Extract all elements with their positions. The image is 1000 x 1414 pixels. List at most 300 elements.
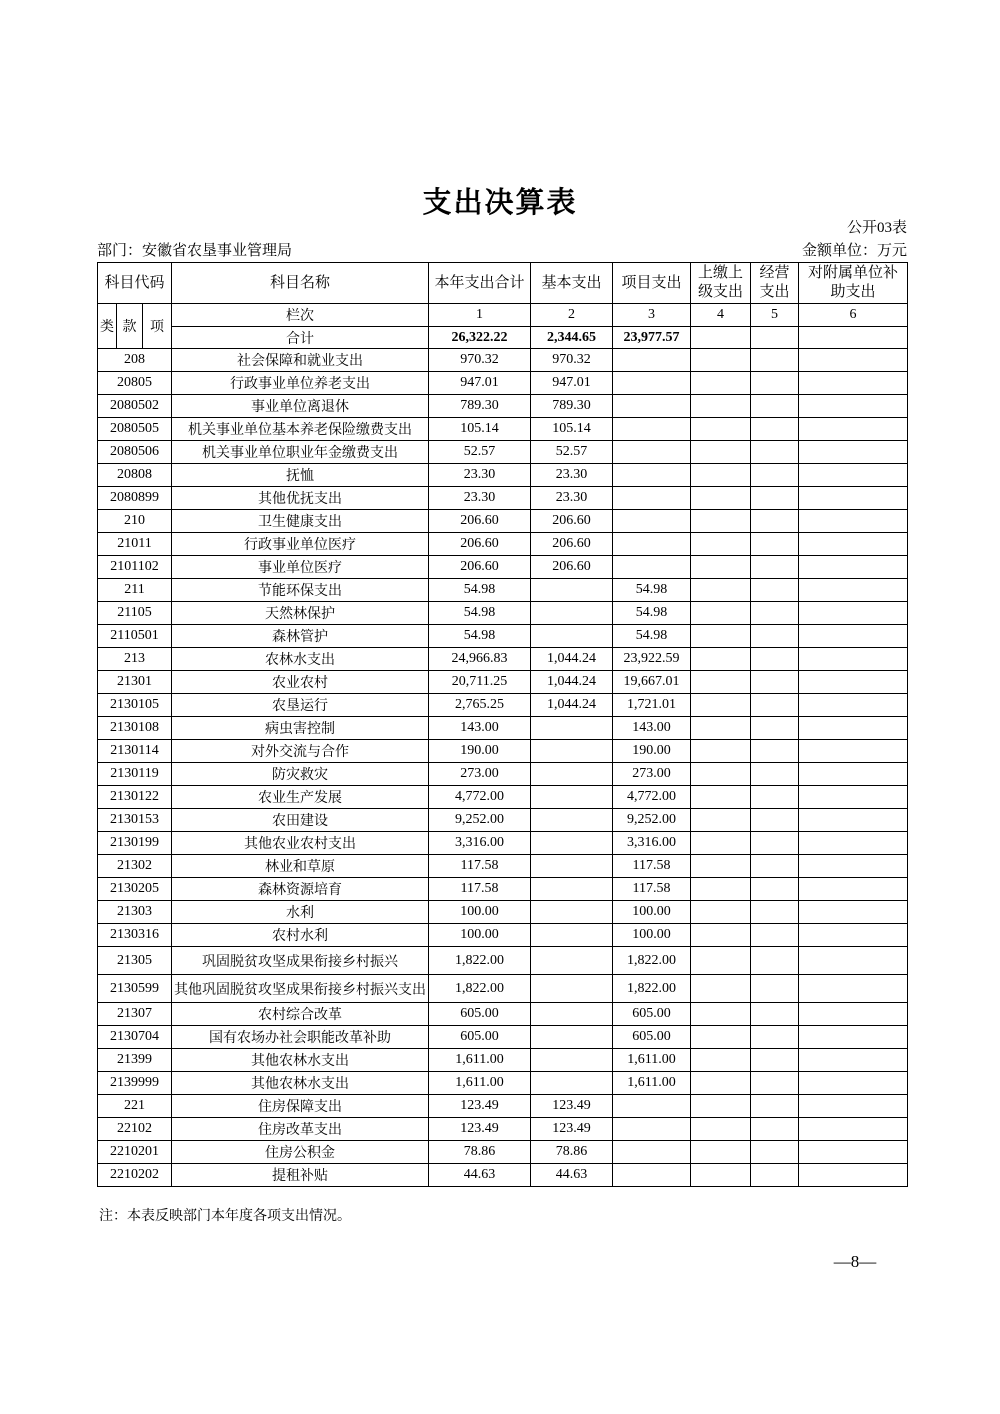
value-cell <box>751 855 799 878</box>
value-cell <box>613 349 691 372</box>
subject-code-cell: 2080505 <box>98 418 172 441</box>
value-cell: 123.49 <box>531 1118 613 1141</box>
table-row <box>98 763 908 786</box>
value-cell <box>691 740 751 763</box>
value-cell <box>751 441 799 464</box>
value-cell: 2,765.25 <box>429 694 531 717</box>
value-cell <box>691 763 751 786</box>
table-row <box>98 648 908 671</box>
subject-code-cell: 221 <box>98 1095 172 1118</box>
value-cell: 54.98 <box>613 602 691 625</box>
value-cell: 605.00 <box>429 1026 531 1049</box>
table-row <box>98 1141 908 1164</box>
header-col-total: 本年支出合计 <box>429 263 531 304</box>
subject-name-cell: 住房保障支出 <box>172 1095 429 1118</box>
subject-code-cell: 2130704 <box>98 1026 172 1049</box>
subject-code-cell: 2130599 <box>98 975 172 1003</box>
value-cell <box>799 533 908 556</box>
subject-code-cell: 2130153 <box>98 809 172 832</box>
column-index-5: 5 <box>751 304 799 327</box>
value-cell: 605.00 <box>613 1003 691 1026</box>
value-cell: 143.00 <box>613 717 691 740</box>
subject-code-cell: 21305 <box>98 947 172 975</box>
value-cell <box>751 947 799 975</box>
value-cell <box>531 947 613 975</box>
subject-code-cell: 2210201 <box>98 1141 172 1164</box>
subject-code-cell: 2110501 <box>98 625 172 648</box>
header-subject-name: 科目名称 <box>172 263 429 304</box>
value-cell <box>531 740 613 763</box>
value-cell <box>751 786 799 809</box>
value-cell <box>531 1072 613 1095</box>
value-cell <box>799 625 908 648</box>
value-cell <box>751 717 799 740</box>
table-row <box>98 1049 908 1072</box>
value-cell <box>799 556 908 579</box>
table-row <box>98 975 908 1003</box>
value-cell <box>751 1118 799 1141</box>
subject-code-cell: 22102 <box>98 1118 172 1141</box>
value-cell <box>613 510 691 533</box>
value-cell <box>751 418 799 441</box>
value-cell <box>613 1164 691 1187</box>
subject-name-cell: 森林资源培育 <box>172 878 429 901</box>
header-class: 类 <box>98 304 117 349</box>
table-row <box>98 1164 908 1187</box>
value-cell: 789.30 <box>531 395 613 418</box>
value-cell: 190.00 <box>613 740 691 763</box>
value-cell: 1,044.24 <box>531 671 613 694</box>
value-cell <box>751 975 799 1003</box>
table-row <box>98 625 908 648</box>
column-index-4: 4 <box>691 304 751 327</box>
value-cell <box>691 1003 751 1026</box>
value-cell <box>751 579 799 602</box>
table-row <box>98 510 908 533</box>
value-cell <box>799 1141 908 1164</box>
subject-name-cell: 水利 <box>172 901 429 924</box>
table-row <box>98 1118 908 1141</box>
value-cell <box>799 740 908 763</box>
value-cell <box>531 809 613 832</box>
value-cell <box>751 1141 799 1164</box>
value-cell <box>691 1072 751 1095</box>
value-cell: 54.98 <box>613 579 691 602</box>
value-cell <box>691 441 751 464</box>
value-cell: 605.00 <box>429 1003 531 1026</box>
value-cell: 117.58 <box>429 878 531 901</box>
subject-code-cell: 2080899 <box>98 487 172 510</box>
subject-name-cell: 节能环保支出 <box>172 579 429 602</box>
table-row <box>98 602 908 625</box>
value-cell <box>613 418 691 441</box>
table-row <box>98 418 908 441</box>
meta-line <box>97 239 907 260</box>
value-cell: 23,922.59 <box>613 648 691 671</box>
footnote: 注：本表反映部门本年度各项支出情况。 <box>99 1209 351 1224</box>
value-cell <box>691 648 751 671</box>
subject-name-cell: 国有农场办社会职能改革补助 <box>172 1026 429 1049</box>
value-cell <box>531 1003 613 1026</box>
subject-code-cell: 2130119 <box>98 763 172 786</box>
subject-code-cell: 2130105 <box>98 694 172 717</box>
table-row <box>98 579 908 602</box>
value-cell <box>751 740 799 763</box>
subject-name-cell: 防灾救灾 <box>172 763 429 786</box>
value-cell <box>691 671 751 694</box>
value-cell: 273.00 <box>429 763 531 786</box>
value-cell: 100.00 <box>613 924 691 947</box>
subject-name-cell: 农村综合改革 <box>172 1003 429 1026</box>
value-cell: 54.98 <box>429 602 531 625</box>
value-cell: 1,611.00 <box>429 1072 531 1095</box>
table-row <box>98 533 908 556</box>
value-cell: 23.30 <box>531 487 613 510</box>
subject-code-cell: 2080506 <box>98 441 172 464</box>
value-cell <box>691 395 751 418</box>
subject-code-cell: 20805 <box>98 372 172 395</box>
value-cell <box>751 924 799 947</box>
value-cell <box>531 924 613 947</box>
subject-name-cell: 其他优抚支出 <box>172 487 429 510</box>
subject-code-cell: 2130114 <box>98 740 172 763</box>
value-cell <box>691 487 751 510</box>
value-cell <box>799 901 908 924</box>
value-cell <box>691 855 751 878</box>
value-cell <box>613 533 691 556</box>
value-cell <box>613 1118 691 1141</box>
subject-name-cell: 行政事业单位养老支出 <box>172 372 429 395</box>
subject-code-cell: 213 <box>98 648 172 671</box>
value-cell: 105.14 <box>429 418 531 441</box>
subject-name-cell: 天然林保护 <box>172 602 429 625</box>
value-cell <box>691 878 751 901</box>
value-cell: 100.00 <box>429 924 531 947</box>
value-cell <box>691 579 751 602</box>
value-cell <box>531 717 613 740</box>
value-cell: 105.14 <box>531 418 613 441</box>
value-cell <box>751 625 799 648</box>
value-cell: 23.30 <box>429 464 531 487</box>
value-cell <box>613 1141 691 1164</box>
table-row <box>98 464 908 487</box>
value-cell: 1,611.00 <box>613 1049 691 1072</box>
value-cell <box>799 694 908 717</box>
subject-name-cell: 社会保障和就业支出 <box>172 349 429 372</box>
total-value-cell: 26,322.22 <box>429 327 531 349</box>
value-cell <box>751 1164 799 1187</box>
value-cell <box>799 855 908 878</box>
table-row <box>98 1095 908 1118</box>
subject-code-cell: 2130205 <box>98 878 172 901</box>
value-cell <box>799 1049 908 1072</box>
value-cell <box>799 1003 908 1026</box>
subject-name-cell: 其他巩固脱贫攻坚成果衔接乡村振兴支出 <box>172 975 429 1003</box>
table-row <box>98 1003 908 1026</box>
subject-name-cell: 抚恤 <box>172 464 429 487</box>
value-cell: 24,966.83 <box>429 648 531 671</box>
value-cell: 54.98 <box>613 625 691 648</box>
table-row <box>98 901 908 924</box>
table-row <box>98 740 908 763</box>
table-body <box>98 349 908 1187</box>
value-cell <box>751 349 799 372</box>
value-cell: 117.58 <box>613 878 691 901</box>
value-cell <box>751 1049 799 1072</box>
value-cell <box>799 1164 908 1187</box>
subject-code-cell: 21301 <box>98 671 172 694</box>
value-cell <box>799 947 908 975</box>
value-cell: 970.32 <box>429 349 531 372</box>
value-cell: 206.60 <box>429 510 531 533</box>
value-cell <box>799 878 908 901</box>
subject-code-cell: 211 <box>98 579 172 602</box>
value-cell <box>799 602 908 625</box>
value-cell: 23.30 <box>429 487 531 510</box>
subject-name-cell: 农村水利 <box>172 924 429 947</box>
value-cell <box>691 1141 751 1164</box>
value-cell: 190.00 <box>429 740 531 763</box>
value-cell <box>799 763 908 786</box>
column-index-2: 2 <box>531 304 613 327</box>
value-cell <box>799 510 908 533</box>
value-cell <box>691 349 751 372</box>
value-cell: 1,044.24 <box>531 648 613 671</box>
value-cell: 54.98 <box>429 625 531 648</box>
value-cell <box>799 717 908 740</box>
value-cell <box>799 1118 908 1141</box>
value-cell <box>799 349 908 372</box>
value-cell: 1,822.00 <box>429 975 531 1003</box>
value-cell <box>799 975 908 1003</box>
value-cell <box>613 1095 691 1118</box>
value-cell <box>751 1072 799 1095</box>
subject-name-cell: 机关事业单位职业年金缴费支出 <box>172 441 429 464</box>
value-cell <box>531 1049 613 1072</box>
table-row <box>98 786 908 809</box>
value-cell <box>799 464 908 487</box>
value-cell <box>691 717 751 740</box>
value-cell <box>751 395 799 418</box>
value-cell <box>691 556 751 579</box>
value-cell <box>751 372 799 395</box>
value-cell: 100.00 <box>429 901 531 924</box>
subject-code-cell: 21105 <box>98 602 172 625</box>
value-cell: 206.60 <box>531 556 613 579</box>
value-cell: 1,611.00 <box>613 1072 691 1095</box>
value-cell <box>751 533 799 556</box>
value-cell <box>691 1095 751 1118</box>
value-cell <box>799 418 908 441</box>
subject-name-cell: 农林水支出 <box>172 648 429 671</box>
subject-name-cell: 巩固脱贫攻坚成果衔接乡村振兴 <box>172 947 429 975</box>
value-cell <box>751 671 799 694</box>
header-section: 款 <box>117 304 143 349</box>
table-row <box>98 372 908 395</box>
value-cell <box>531 602 613 625</box>
value-cell <box>531 786 613 809</box>
value-cell <box>613 556 691 579</box>
page-title: 支出决算表 <box>422 187 578 219</box>
subject-code-cell: 2139999 <box>98 1072 172 1095</box>
value-cell <box>691 533 751 556</box>
value-cell <box>799 809 908 832</box>
table-row <box>98 395 908 418</box>
subject-code-cell: 2101102 <box>98 556 172 579</box>
department-label: 部门：安徽省农垦事业管理局 <box>97 243 293 259</box>
total-label: 合计 <box>172 327 429 349</box>
value-cell <box>799 786 908 809</box>
value-cell: 1,822.00 <box>429 947 531 975</box>
table-row <box>98 349 908 372</box>
value-cell: 78.86 <box>429 1141 531 1164</box>
value-cell: 54.98 <box>429 579 531 602</box>
value-cell: 605.00 <box>613 1026 691 1049</box>
subject-name-cell: 卫生健康支出 <box>172 510 429 533</box>
subject-code-cell: 210 <box>98 510 172 533</box>
value-cell: 9,252.00 <box>613 809 691 832</box>
subject-code-cell: 21302 <box>98 855 172 878</box>
value-cell <box>691 625 751 648</box>
value-cell <box>531 625 613 648</box>
value-cell <box>531 855 613 878</box>
value-cell <box>531 975 613 1003</box>
total-value-cell: 2,344.65 <box>531 327 613 349</box>
value-cell <box>531 579 613 602</box>
header-col-project: 项目支出 <box>613 263 691 304</box>
value-cell <box>799 395 908 418</box>
subject-code-cell: 20808 <box>98 464 172 487</box>
subject-code-cell: 21011 <box>98 533 172 556</box>
value-cell <box>531 763 613 786</box>
value-cell: 123.49 <box>429 1118 531 1141</box>
header-subject-code: 科目代码 <box>98 263 172 304</box>
subject-name-cell: 其他农业农村支出 <box>172 832 429 855</box>
value-cell <box>691 975 751 1003</box>
value-cell <box>691 510 751 533</box>
table-row <box>98 487 908 510</box>
value-cell <box>613 487 691 510</box>
value-cell <box>691 694 751 717</box>
subject-name-cell: 病虫害控制 <box>172 717 429 740</box>
table-row <box>98 924 908 947</box>
value-cell: 117.58 <box>613 855 691 878</box>
subject-name-cell: 其他农林水支出 <box>172 1049 429 1072</box>
value-cell: 4,772.00 <box>429 786 531 809</box>
value-cell <box>751 1026 799 1049</box>
column-index-3: 3 <box>613 304 691 327</box>
value-cell: 206.60 <box>429 556 531 579</box>
subject-code-cell: 2130108 <box>98 717 172 740</box>
value-cell: 273.00 <box>613 763 691 786</box>
value-cell: 123.49 <box>531 1095 613 1118</box>
value-cell <box>751 556 799 579</box>
value-cell <box>691 924 751 947</box>
header-row-2 <box>98 304 908 327</box>
value-cell <box>751 487 799 510</box>
table-row <box>98 556 908 579</box>
header-col-subsidy: 对附属单位补助支出 <box>799 263 908 304</box>
column-index-6: 6 <box>799 304 908 327</box>
value-cell <box>613 372 691 395</box>
value-cell <box>751 1003 799 1026</box>
value-cell: 52.57 <box>531 441 613 464</box>
subject-code-cell: 2130316 <box>98 924 172 947</box>
table-row <box>98 809 908 832</box>
total-value-cell <box>799 327 908 349</box>
subject-code-cell: 21307 <box>98 1003 172 1026</box>
value-cell <box>799 487 908 510</box>
value-cell <box>613 395 691 418</box>
value-cell <box>751 878 799 901</box>
value-cell <box>751 694 799 717</box>
total-value-cell: 23,977.57 <box>613 327 691 349</box>
value-cell: 23.30 <box>531 464 613 487</box>
subject-code-cell: 2130199 <box>98 832 172 855</box>
value-cell <box>751 901 799 924</box>
value-cell: 19,667.01 <box>613 671 691 694</box>
expenditure-table <box>97 262 908 1187</box>
value-cell <box>751 510 799 533</box>
table-code-label: 公开03表 <box>846 220 907 236</box>
value-cell <box>691 1118 751 1141</box>
value-cell <box>691 786 751 809</box>
value-cell <box>691 602 751 625</box>
value-cell <box>799 579 908 602</box>
value-cell <box>751 809 799 832</box>
subject-name-cell: 森林管护 <box>172 625 429 648</box>
table-row <box>98 671 908 694</box>
subject-name-cell: 住房改革支出 <box>172 1118 429 1141</box>
column-index-1: 1 <box>429 304 531 327</box>
subject-code-cell: 2210202 <box>98 1164 172 1187</box>
value-cell: 20,711.25 <box>429 671 531 694</box>
value-cell: 3,316.00 <box>429 832 531 855</box>
value-cell <box>799 671 908 694</box>
subject-code-cell: 208 <box>98 349 172 372</box>
table-row <box>98 441 908 464</box>
value-cell: 1,721.01 <box>613 694 691 717</box>
value-cell <box>751 464 799 487</box>
value-cell: 117.58 <box>429 855 531 878</box>
value-cell <box>799 1095 908 1118</box>
value-cell <box>531 832 613 855</box>
value-cell <box>531 1026 613 1049</box>
value-cell <box>691 1026 751 1049</box>
table-row <box>98 717 908 740</box>
value-cell <box>751 763 799 786</box>
value-cell <box>799 1026 908 1049</box>
unit-label: 金额单位：万元 <box>801 243 907 259</box>
value-cell <box>691 372 751 395</box>
value-cell <box>613 464 691 487</box>
subject-name-cell: 行政事业单位医疗 <box>172 533 429 556</box>
value-cell <box>691 947 751 975</box>
value-cell: 970.32 <box>531 349 613 372</box>
subject-name-cell: 农业生产发展 <box>172 786 429 809</box>
header-row-1 <box>98 263 908 304</box>
value-cell <box>613 441 691 464</box>
value-cell: 100.00 <box>613 901 691 924</box>
value-cell <box>799 648 908 671</box>
value-cell <box>799 1072 908 1095</box>
subject-name-cell: 农业农村 <box>172 671 429 694</box>
header-item: 项 <box>143 304 172 349</box>
value-cell: 206.60 <box>531 510 613 533</box>
value-cell <box>691 1164 751 1187</box>
value-cell <box>691 832 751 855</box>
header-col-basic: 基本支出 <box>531 263 613 304</box>
